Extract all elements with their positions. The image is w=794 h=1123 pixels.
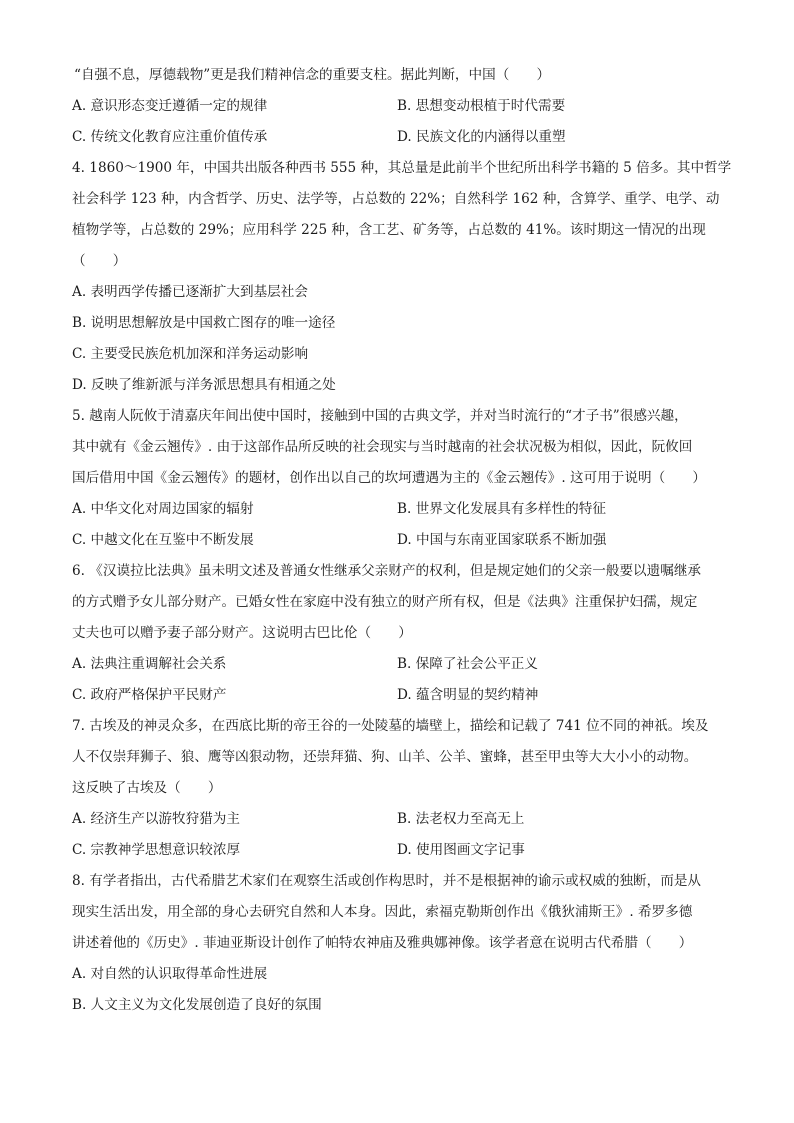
question-stem-line: 丈夫也可以赠予妻子部分财产。这说明古巴比伦（ ） [72, 625, 412, 641]
question-stem-line: 现实生活出发，用全部的身心去研究自然和人本身。因此，索福克勒斯创作出《俄狄浦斯王》. 希罗多德 [72, 904, 693, 920]
option-c[interactable]: C. 中越文化在互鉴中不断发展 [72, 532, 254, 548]
option-d[interactable]: D. 中国与东南亚国家联系不断加强 [397, 532, 607, 548]
option-b[interactable]: B. 世界文化发展具有多样性的特征 [397, 501, 606, 517]
question-stem-line: 6. 《汉谟拉比法典》虽未明文述及普通女性继承父亲财产的权利，但是规定她们的父亲一般要以遗嘱继承 [72, 563, 702, 579]
option-b[interactable]: B. 人文主义为文化发展创造了良好的氛围 [72, 997, 322, 1013]
question-7 [72, 711, 722, 866]
option-row [72, 680, 722, 711]
option-d[interactable]: D. 使用图画文字记事 [397, 842, 525, 858]
question-8 [72, 866, 722, 1021]
question-stem: “自强不息，厚德载物”更是我们精神信念的重要支柱。据此判断，中国（ ） [74, 67, 551, 83]
option-row [72, 804, 722, 835]
option-a[interactable]: A. 对自然的认识取得革命性进展 [72, 966, 268, 982]
question-stem-line: 这反映了古埃及（ ） [72, 780, 222, 796]
option-b[interactable]: B. 保障了社会公平正义 [397, 656, 538, 672]
option-row [72, 494, 722, 525]
question-6 [72, 556, 722, 711]
question-stem-line: 人不仅崇拜狮子、狼、鹰等凶狠动物，还崇拜猫、狗、山羊、公羊、蜜蜂，甚至甲虫等大大小小的动物。 [72, 749, 698, 765]
option-row [72, 91, 722, 122]
option-a[interactable]: A. 法典注重调解社会关系 [72, 656, 227, 672]
option-a[interactable]: A. 表明西学传播已逐渐扩大到基层社会 [72, 284, 308, 300]
question-stem-line: 植物学等，占总数的 29%；应用科学 225 种，含工艺、矿务等，占总数的 41%。该时期这一情况的出现 [72, 222, 706, 238]
question-stem-line: 5. 越南人阮攸于清嘉庆年间出使中国时，接触到中国的古典文学，并对当时流行的“才子书”很感兴趣， [72, 408, 688, 424]
question-stem-line: 讲述着他的《历史》. 菲迪亚斯设计创作了帕特农神庙及雅典娜神像。该学者意在说明古代希腊（ ） [72, 935, 693, 951]
option-a[interactable]: A. 中华文化对周边国家的辐射 [72, 501, 254, 517]
option-c[interactable]: C. 政府严格保护平民财产 [72, 687, 227, 703]
option-row [72, 835, 722, 866]
option-row [72, 649, 722, 680]
option-c[interactable]: C. 传统文化教育应注重价值传承 [72, 129, 268, 145]
option-row [72, 122, 722, 153]
option-c[interactable]: C. 主要受民族危机加深和洋务运动影响 [72, 346, 309, 362]
option-d[interactable]: D. 民族文化的内涵得以重塑 [397, 129, 566, 145]
question-4 [72, 153, 732, 401]
option-d[interactable]: D. 反映了维新派与洋务派思想具有相通之处 [72, 377, 336, 393]
option-a[interactable]: A. 意识形态变迁遵循一定的规律 [72, 98, 268, 114]
exam-page [72, 60, 732, 1021]
question-stem-line: （ ） [72, 253, 127, 269]
question-stem-line: 8. 有学者指出，古代希腊艺术家们在观察生活或创作构思时，并不是根据神的谕示或权威的独断，而是从 [72, 873, 702, 889]
option-d[interactable]: D. 蕴含明显的契约精神 [397, 687, 539, 703]
question-stem-line: 国后借用中国《金云翘传》的题材，创作出以自己的坎坷遭遇为主的《金云翘传》. 这可用于说明（ ） [72, 470, 706, 486]
option-c[interactable]: C. 宗教神学思想意识较浓厚 [72, 842, 241, 858]
question-stem-line: 其中就有《金云翘传》. 由于这部作品所反映的社会现实与当时越南的社会状况极为相似，因此，阮攸回 [72, 439, 693, 455]
question-5 [72, 401, 722, 556]
option-b[interactable]: B. 思想变动根植于时代需要 [397, 98, 566, 114]
question-stem-line: 7. 古埃及的神灵众多，在西底比斯的帝王谷的一处陵墓的墙壁上，描绘和记载了 741 位不同的神祇。埃及 [72, 718, 709, 734]
question-stem-line: 的方式赠予女儿部分财产。已婚女性在家庭中没有独立的财产所有权，但是《法典》注重保护妇孺，规定 [72, 594, 698, 610]
question-3 [72, 60, 722, 153]
option-row [72, 525, 722, 556]
option-a[interactable]: A. 经济生产以游牧狩猎为主 [72, 811, 240, 827]
question-stem-line: 4. 1860～1900 年，中国共出版各种西书 555 种，其总量是此前半个世纪所出科学书籍的 5 倍多。其中哲学 [72, 160, 732, 176]
option-b[interactable]: B. 说明思想解放是中国救亡图存的唯一途径 [72, 315, 336, 331]
option-b[interactable]: B. 法老权力至高无上 [397, 811, 525, 827]
question-stem-line: 社会科学 123 种，内含哲学、历史、法学等，占总数的 22%；自然科学 162 种，含算学、重学、电学、动 [72, 191, 720, 207]
